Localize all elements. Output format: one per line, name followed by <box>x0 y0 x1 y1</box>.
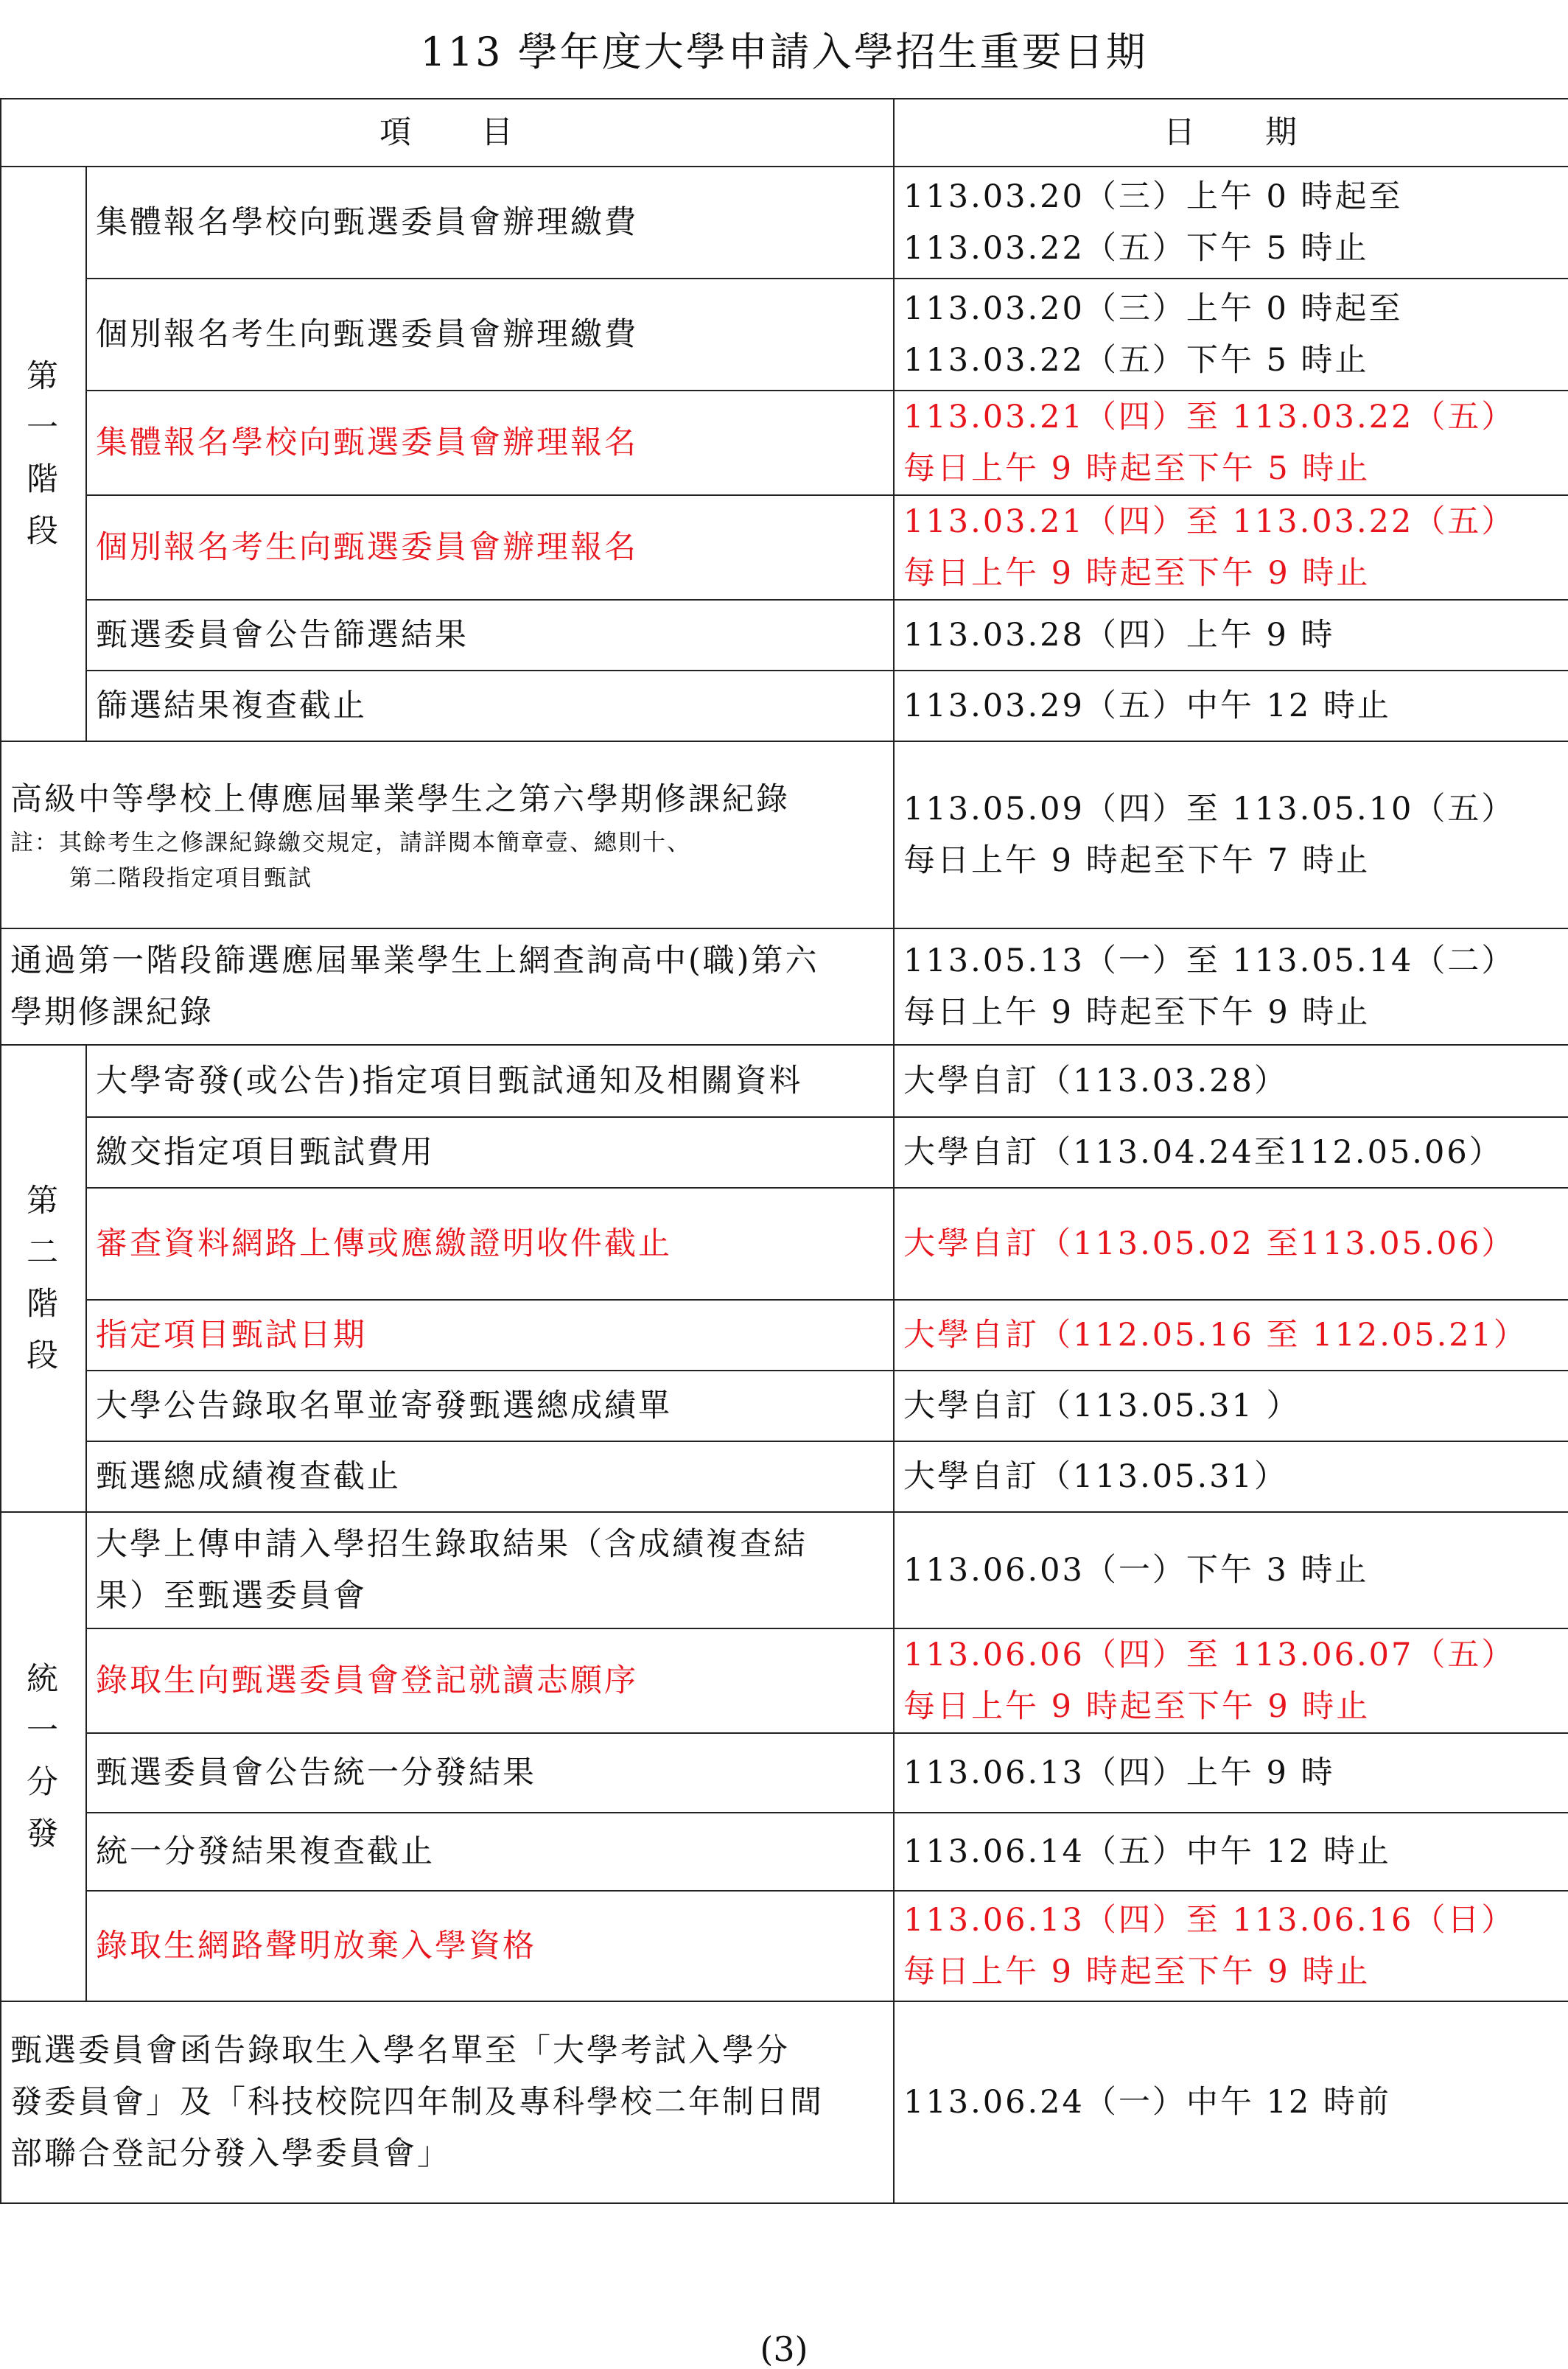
note-line: 註：其餘考生之修課紀錄繳交規定，請詳閱本簡章壹、總則十、 <box>10 830 691 856</box>
table-row <box>1 1188 1568 1300</box>
row-date: 113.03.29（五）中午 12 時止 <box>894 671 1568 741</box>
table-row <box>1 495 1568 600</box>
header-item: 項 目 <box>1 99 894 167</box>
row-item: 甄選委員會公告統一分發結果 <box>86 1733 894 1813</box>
note-line: 第二階段指定項目甄試 <box>69 865 312 892</box>
row-date: 113.06.13（四）上午 9 時 <box>894 1733 1568 1813</box>
page-title: 113 學年度大學申請入學招生重要日期 <box>420 29 1148 75</box>
row-date: 113.03.28（四）上午 9 時 <box>894 600 1568 671</box>
stage-label-2: 第 二 階 段 <box>1 1045 86 1512</box>
schedule-table <box>0 98 1568 2204</box>
row-item: 統一分發結果複查截止 <box>86 1813 894 1891</box>
row-item: 大學寄發(或公告)指定項目甄試通知及相關資料 <box>86 1045 894 1117</box>
header-date: 日 期 <box>894 99 1568 167</box>
row-date: 113.03.20（三）上午 0 時起至 113.03.22（五）下午 5 時止 <box>894 279 1568 391</box>
stage-label-3: 統 一 分 發 <box>1 1512 86 2001</box>
row-date: 大學自訂（113.05.31 ） <box>894 1371 1568 1441</box>
table-row <box>1 741 1568 928</box>
row-item: 集體報名學校向甄選委員會辦理報名 <box>86 391 894 495</box>
row-item: 甄選總成績複查截止 <box>86 1441 894 1512</box>
row-item: 篩選結果複查截止 <box>86 671 894 741</box>
table-row <box>1 1813 1568 1891</box>
table-row <box>1 1512 1568 1628</box>
row-item: 高級中等學校上傳應屆畢業學生之第六學期修課紀錄 註：其餘考生之修課紀錄繳交規定，請詳閱本簡章壹、總則十、 第二階段指定項目甄試 <box>1 741 894 928</box>
table-row <box>1 1300 1568 1371</box>
row-item: 指定項目甄試日期 <box>86 1300 894 1371</box>
table-row <box>1 671 1568 741</box>
table-row <box>1 1117 1568 1188</box>
row-date: 113.06.03（一）下午 3 時止 <box>894 1512 1568 1628</box>
row-item: 繳交指定項目甄試費用 <box>86 1117 894 1188</box>
page-number: (3) <box>760 2329 808 2369</box>
row-date: 大學自訂（112.05.16 至 112.05.21） <box>894 1300 1568 1371</box>
table-row <box>1 1441 1568 1512</box>
table-header-row <box>1 99 1568 167</box>
table-row <box>1 1891 1568 2001</box>
row-date: 113.06.24（一）中午 12 時前 <box>894 2001 1568 2203</box>
table-row <box>1 1733 1568 1813</box>
table-row <box>1 600 1568 671</box>
row-item: 錄取生向甄選委員會登記就讀志願序 <box>86 1628 894 1733</box>
row-item: 甄選委員會公告篩選結果 <box>86 600 894 671</box>
table-row <box>1 1628 1568 1733</box>
row-item: 個別報名考生向甄選委員會辦理報名 <box>86 495 894 600</box>
table-row <box>1 1371 1568 1441</box>
row-item: 錄取生網路聲明放棄入學資格 <box>86 1891 894 2001</box>
table-row <box>1 167 1568 279</box>
stage-label-1: 第 一 階 段 <box>1 167 86 741</box>
row-item: 甄選委員會函告錄取生入學名單至「大學考試入學分 發委員會」及「科技校院四年制及專科學校二年制日間 部聯合登記分發入學委員會」 <box>1 2001 894 2203</box>
row-date: 大學自訂（113.04.24至112.05.06） <box>894 1117 1568 1188</box>
row-date: 113.05.13（一）至 113.05.14（二） 每日上午 9 時起至下午 9 時止 <box>894 928 1568 1045</box>
row-date: 113.03.21（四）至 113.03.22（五） 每日上午 9 時起至下午 5 時止 <box>894 391 1568 495</box>
table-row <box>1 391 1568 495</box>
row-date: 大學自訂（113.05.31） <box>894 1441 1568 1512</box>
row-date: 大學自訂（113.05.02 至113.05.06） <box>894 1188 1568 1300</box>
row-date: 113.03.21（四）至 113.03.22（五） 每日上午 9 時起至下午 9 時止 <box>894 495 1568 600</box>
row-date: 113.05.09（四）至 113.05.10（五） 每日上午 9 時起至下午 7 時止 <box>894 741 1568 928</box>
row-item: 個別報名考生向甄選委員會辦理繳費 <box>86 279 894 391</box>
row-date: 113.06.13（四）至 113.06.16（日） 每日上午 9 時起至下午 9 時止 <box>894 1891 1568 2001</box>
table-row <box>1 1045 1568 1117</box>
row-item: 通過第一階段篩選應屆畢業學生上網查詢高中(職)第六 學期修課紀錄 <box>1 928 894 1045</box>
row-date: 113.06.14（五）中午 12 時止 <box>894 1813 1568 1891</box>
row-item: 大學公告錄取名單並寄發甄選總成績單 <box>86 1371 894 1441</box>
row-item: 審查資料網路上傳或應繳證明收件截止 <box>86 1188 894 1300</box>
row-date: 113.06.06（四）至 113.06.07（五） 每日上午 9 時起至下午 9 時止 <box>894 1628 1568 1733</box>
row-item: 大學上傳申請入學招生錄取結果（含成績複查結 果）至甄選委員會 <box>86 1512 894 1628</box>
row-date: 113.03.20（三）上午 0 時起至 113.03.22（五）下午 5 時止 <box>894 167 1568 279</box>
table-row <box>1 2001 1568 2203</box>
row-date: 大學自訂（113.03.28） <box>894 1045 1568 1117</box>
table-row <box>1 279 1568 391</box>
table-row <box>1 928 1568 1045</box>
row-item: 集體報名學校向甄選委員會辦理繳費 <box>86 167 894 279</box>
